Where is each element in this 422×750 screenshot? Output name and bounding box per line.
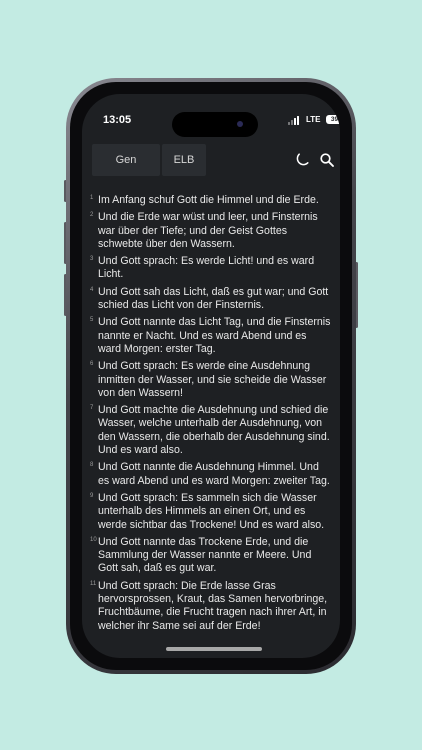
status-time: 13:05 (103, 114, 132, 126)
verse[interactable] (90, 492, 332, 532)
search-icon[interactable] (319, 152, 335, 168)
verse-text: Und Gott nannte das Licht Tag, und die Finsternis nannte er Nacht. Und es ward Abend und es ward Morgen: erster Tag. (98, 316, 331, 355)
verse-number: 3 (90, 256, 94, 263)
verse-text: Und Gott nannte die Ausdehnung Himmel. Und es ward Abend und es ward Morgen: zweiter Tag. (98, 461, 330, 487)
chapter-text (90, 194, 332, 637)
phone-bezel (70, 82, 352, 670)
verse[interactable] (90, 255, 332, 282)
network-type: LTE (306, 115, 321, 124)
verse-number: 1 (90, 195, 94, 201)
verse[interactable] (90, 580, 332, 633)
reader-header (82, 144, 340, 180)
battery-level: 39 (330, 116, 339, 123)
verse-number: 4 (90, 286, 94, 293)
translation-selector-button[interactable]: ELB (162, 144, 206, 176)
cellular-signal-icon (288, 115, 304, 125)
verse-number: 2 (90, 212, 94, 219)
verse-text: Und Gott machte die Ausdehnung und schied die Wasser, welche unterhalb der Ausdehnung, von den Wassern, die oberhalb der Ausdehnung sind. Und es ward also. (98, 404, 330, 457)
verse-text: Im Anfang schuf Gott die Himmel und die Erde. (98, 194, 319, 206)
verse[interactable] (90, 194, 332, 207)
verse-text: Und die Erde war wüst und leer, und Finsternis war über der Tiefe; und der Geist Gottes schwebte über den Wassern. (98, 211, 318, 250)
verse[interactable] (90, 316, 332, 356)
verse-number: 8 (90, 462, 94, 469)
verse[interactable] (90, 211, 332, 251)
screen (82, 94, 340, 658)
verse[interactable] (90, 404, 332, 457)
verse[interactable] (90, 536, 332, 576)
verse-text: Und Gott sprach: Die Erde lasse Gras hervorsprossen, Kraut, das Samen hervorbringe, Fruchtbäume, die Frucht tragen nach ihrer Art, in welcher ihr Same sei auf der Erde! (98, 579, 328, 632)
verse-number: 11 (90, 580, 97, 587)
verse[interactable] (90, 286, 332, 313)
verse-number: 5 (90, 317, 94, 324)
verse-number: 6 (90, 361, 94, 368)
phone-frame (66, 78, 356, 674)
verse[interactable] (90, 360, 332, 400)
verse-text: Und Gott sprach: Es werde eine Ausdehnung inmitten der Wasser, und sie scheide die Wasser von den Wassern! (98, 360, 327, 399)
camera-dot (237, 121, 243, 127)
verse-text: Und Gott sprach: Es werde Licht! und es ward Licht. (98, 255, 315, 281)
status-bar (82, 94, 340, 144)
verse-number: 10 (90, 536, 97, 543)
verse-number: 9 (90, 492, 94, 499)
verse-text: Und Gott sprach: Es sammeln sich die Wasser unterhalb des Himmels an einen Ort, und es werde sichtbar das Trockene! Und es ward also. (98, 491, 325, 531)
book-selector-button[interactable]: Gen (92, 144, 160, 176)
dynamic-island (172, 112, 258, 137)
verse-number: 7 (90, 405, 94, 412)
battery-icon (326, 115, 340, 124)
home-indicator[interactable] (166, 647, 262, 651)
moon-icon[interactable] (294, 152, 310, 168)
verse-text: Und Gott nannte das Trockene Erde, und die Sammlung der Wasser nannte er Meere. Und Gott sah, daß es gut war. (98, 535, 312, 575)
verse-text: Und Gott sah das Licht, daß es gut war; und Gott schied das Licht von der Finsternis. (98, 285, 329, 312)
verse[interactable] (90, 461, 332, 488)
